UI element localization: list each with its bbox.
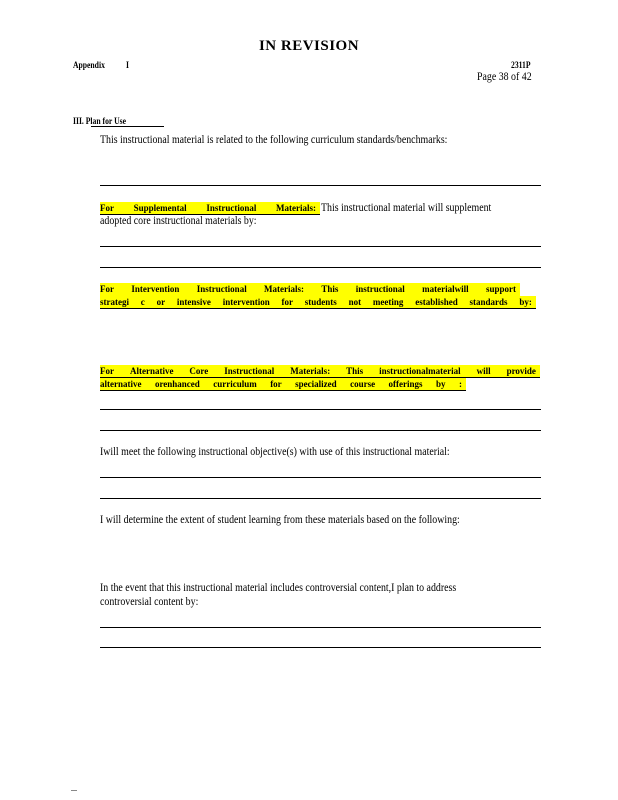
highlight-word: Supplemental (133, 203, 187, 213)
highlight-word: For (100, 203, 114, 213)
highlight-word: Instructional (224, 366, 275, 376)
highlight-word: This (346, 366, 364, 376)
highlight-word: for (281, 297, 293, 307)
highlight-word: Intervention (131, 284, 180, 294)
highlight-word: Materials: (276, 203, 316, 213)
highlight-word: will (476, 366, 491, 376)
appendix-label: Appendix (73, 60, 105, 70)
page-number: Page 38 of 42 (477, 71, 532, 83)
intervention-label-highlight-line1 (100, 283, 520, 296)
highlight-word: curriculum (213, 379, 257, 389)
highlight-word: intervention (222, 297, 270, 307)
highlight-word: by: (519, 297, 532, 307)
highlight-word: or (156, 297, 166, 307)
highlight-word: This (321, 284, 339, 294)
highlight-word: Core (189, 366, 209, 376)
objectives-prompt: Iwill meet the following instructional objective(s) with use of this instructional material: (100, 446, 450, 458)
highlight-word: offerings (388, 379, 423, 389)
highlight-word: materialwill (422, 284, 469, 294)
highlight-word: : (458, 379, 462, 389)
highlight-word: strategi (100, 297, 129, 307)
supplemental-prompt-line2: adopted core instructional materials by: (100, 215, 257, 227)
supplemental-answer-line-1 (100, 246, 541, 247)
highlight-word: intensive (176, 297, 211, 307)
page-title: IN REVISION (258, 38, 360, 54)
standards-prompt: This instructional material is related to the following curriculum standards/benchmarks: (100, 134, 448, 146)
supplemental-prompt-line1: This instructional material will supplement (321, 202, 492, 214)
highlight-word: Instructional (206, 203, 257, 213)
highlight-word: established (415, 297, 458, 307)
determine-prompt: I will determine the extent of student learning from these materials based on the following: (100, 514, 460, 526)
highlight-word: specialized (295, 379, 337, 389)
highlight-word: c (140, 297, 145, 307)
highlight-word: Alternative (129, 366, 174, 376)
section-heading: III. Plan for Use (73, 116, 126, 126)
controversial-prompt-line2: controversial content by: (100, 596, 199, 608)
highlight-word: instructional (355, 284, 405, 294)
document-code: 2311P (511, 60, 531, 70)
highlight-word: Materials: (264, 284, 305, 294)
highlight-word: For (100, 284, 114, 294)
highlight-word: meeting (372, 297, 404, 307)
alternative-label-highlight-line1 (100, 365, 540, 378)
objectives-answer-line-2 (100, 498, 541, 499)
controversial-prompt-line1: In the event that this instructional material includes controversial content,I plan to address (100, 582, 457, 594)
page-edge-mark (71, 790, 77, 791)
highlight-word: not (348, 297, 362, 307)
section-heading-underline (91, 126, 164, 127)
supplemental-answer-line-2 (100, 267, 541, 268)
highlight-word: orenhanced (154, 379, 200, 389)
highlight-word: course (350, 379, 376, 389)
highlight-word: Materials: (290, 366, 331, 376)
standards-answer-line (100, 185, 541, 186)
alternative-answer-line-2 (100, 430, 541, 431)
highlight-word: For (100, 366, 114, 376)
highlight-word: alternative (100, 379, 142, 389)
alternative-label-highlight-line2 (100, 378, 466, 391)
objectives-answer-line-1 (100, 477, 541, 478)
highlight-word: for (270, 379, 282, 389)
highlight-word: support (485, 284, 516, 294)
controversial-answer-line-2 (100, 647, 541, 648)
highlight-word: students (304, 297, 337, 307)
alternative-answer-line-1 (100, 409, 541, 410)
appendix-number: I (126, 60, 129, 70)
highlight-word: Instructional (196, 284, 247, 294)
controversial-answer-line-1 (100, 627, 541, 628)
highlight-word: standards (469, 297, 508, 307)
highlight-word: instructionalmaterial (379, 366, 461, 376)
supplemental-label-highlight (100, 202, 320, 215)
intervention-label-highlight-line2 (100, 296, 536, 309)
highlight-word: by (436, 379, 446, 389)
highlight-word: provide (506, 366, 536, 376)
